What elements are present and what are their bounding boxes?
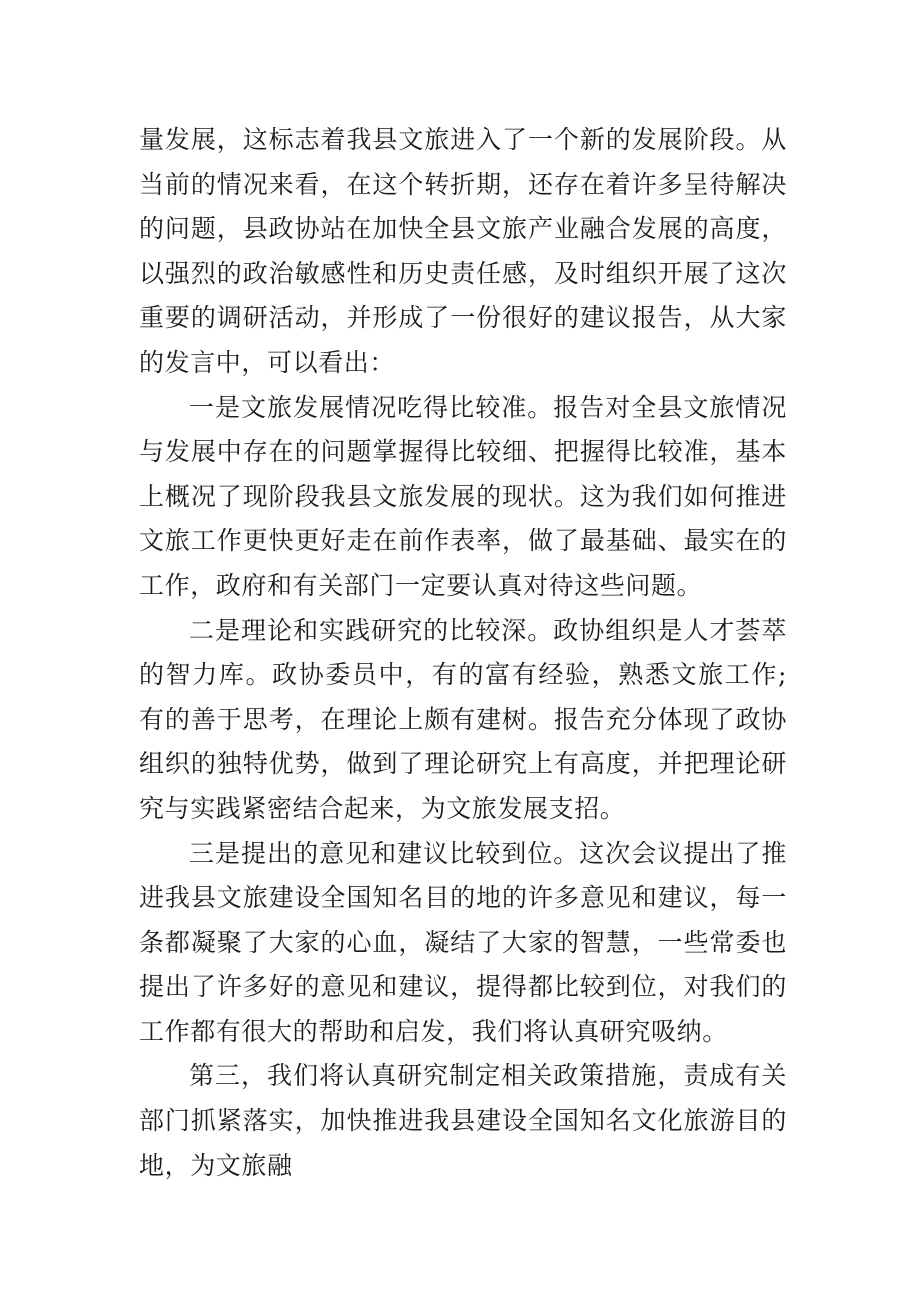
paragraph-point-three: 三是提出的意见和建议比较到位。这次会议提出了推进我县文旅建设全国知名目的地的许多意见和建议，每一条都凝聚了大家的心血，凝结了大家的智慧，一些常委也提出了许多好的意见和建议，提得都比较到位，对我们的工作都有很大的帮助和启发，我们将认真研究吸纳。 bbox=[139, 838, 787, 1046]
document-body bbox=[139, 118, 787, 1188]
paragraph-point-two: 二是理论和实践研究的比较深。政协组织是人才荟萃的智力库。政协委员中，有的富有经验，熟悉文旅工作;有的善于思考，在理论上颇有建树。报告充分体现了政协组织的独特优势，做到了理论研究上有高度，并把理论研究与实践紧密结合起来，为文旅发展支招。 bbox=[139, 615, 787, 823]
paragraph-point-one: 一是文旅发展情况吃得比较准。报告对全县文旅情况与发展中存在的问题掌握得比较细、把握得比较准，基本上概况了现阶段我县文旅发展的现状。这为我们如何推进文旅工作更快更好走在前作表率，做了最基础、最实在的工作，政府和有关部门一定要认真对待这些问题。 bbox=[139, 392, 787, 600]
paragraph-continuation: 量发展，这标志着我县文旅进入了一个新的发展阶段。从当前的情况来看，在这个转折期，还存在着许多呈待解决的问题，县政协站在加快全县文旅产业融合发展的高度，以强烈的政治敏感性和历史责任感，及时组织开展了这次重要的调研活动，并形成了一份很好的建议报告，从大家的发言中，可以看出： bbox=[139, 125, 787, 377]
paragraph-third-section: 第三，我们将认真研究制定相关政策措施，责成有关部门抓紧落实，加快推进我县建设全国知名文化旅游目的地，为文旅融 bbox=[139, 1061, 787, 1180]
